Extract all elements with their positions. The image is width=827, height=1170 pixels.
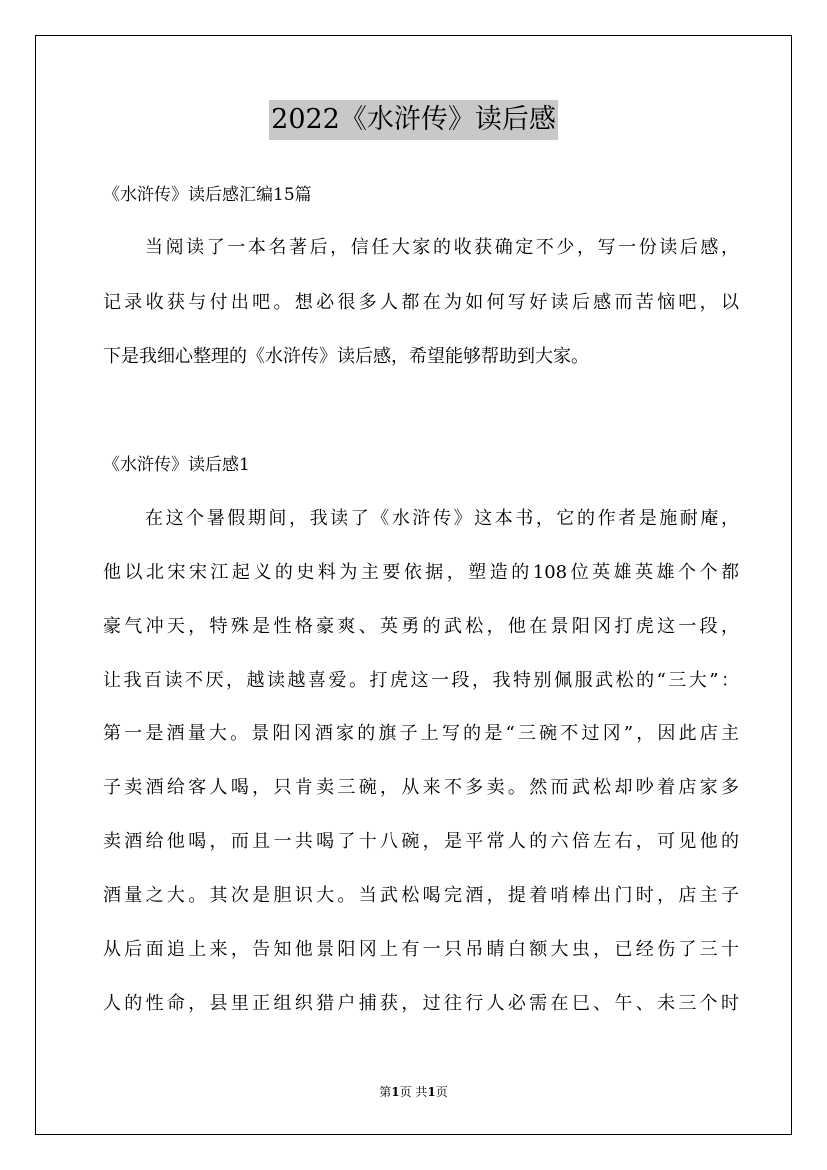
intro-line: 当阅读了一本名著后，信任大家的收获确定不少，写一份读后感， <box>145 237 739 258</box>
intro-line: 下是我细心整理的《水浒传》读后感，希望能够帮助到大家。 <box>103 346 589 367</box>
section-line: 子卖酒给客人喝，只肯卖三碗，从来不多卖。然而武松却吵着店家多 <box>103 777 739 798</box>
section-line: 他以北宋宋江起义的史料为主要依据，塑造的108位英雄英雄个个都 <box>103 562 739 583</box>
footer-middle: 页 共 <box>399 1085 428 1099</box>
footer-current-page: 1 <box>391 1085 400 1099</box>
document-subtitle: 《水浒传》读后感汇编15篇 <box>103 185 312 205</box>
intro-line: 记录收获与付出吧。想必很多人都在为如何写好读后感而苦恼吧，以 <box>103 292 739 313</box>
section-line: 让我百读不厌，越读越喜爱。打虎这一段，我特别佩服武松的“三大”： <box>103 670 739 691</box>
page-footer <box>0 1083 827 1101</box>
section-heading: 《水浒传》读后感1 <box>103 455 250 475</box>
section-line: 从后面追上来，告知他景阳冈上有一只吊睛白额大虫，已经伤了三十 <box>103 939 739 960</box>
title-container <box>0 100 827 140</box>
footer-prefix: 第 <box>379 1085 392 1099</box>
section-line: 第一是酒量大。景阳冈酒家的旗子上写的是“三碗不过冈”，因此店主 <box>103 723 739 744</box>
section-line: 酒量之大。其次是胆识大。当武松喝完酒，提着哨棒出门时，店主子 <box>103 885 739 906</box>
section-line: 人的性命，县里正组织猎户捕获，过往行人必需在巳、午、未三个时 <box>103 993 739 1014</box>
section-line: 豪气冲天，特殊是性格豪爽、英勇的武松，他在景阳冈打虎这一段， <box>103 616 739 637</box>
section-line: 卖酒给他喝，而且一共喝了十八碗，是平常人的六倍左右，可见他的 <box>103 831 739 852</box>
footer-suffix: 页 <box>435 1085 448 1099</box>
section-line: 在这个暑假期间，我读了《水浒传》这本书，它的作者是施耐庵， <box>145 508 739 529</box>
document-title: 2022《水浒传》读后感 <box>269 100 558 140</box>
footer-total-pages: 1 <box>427 1085 436 1099</box>
